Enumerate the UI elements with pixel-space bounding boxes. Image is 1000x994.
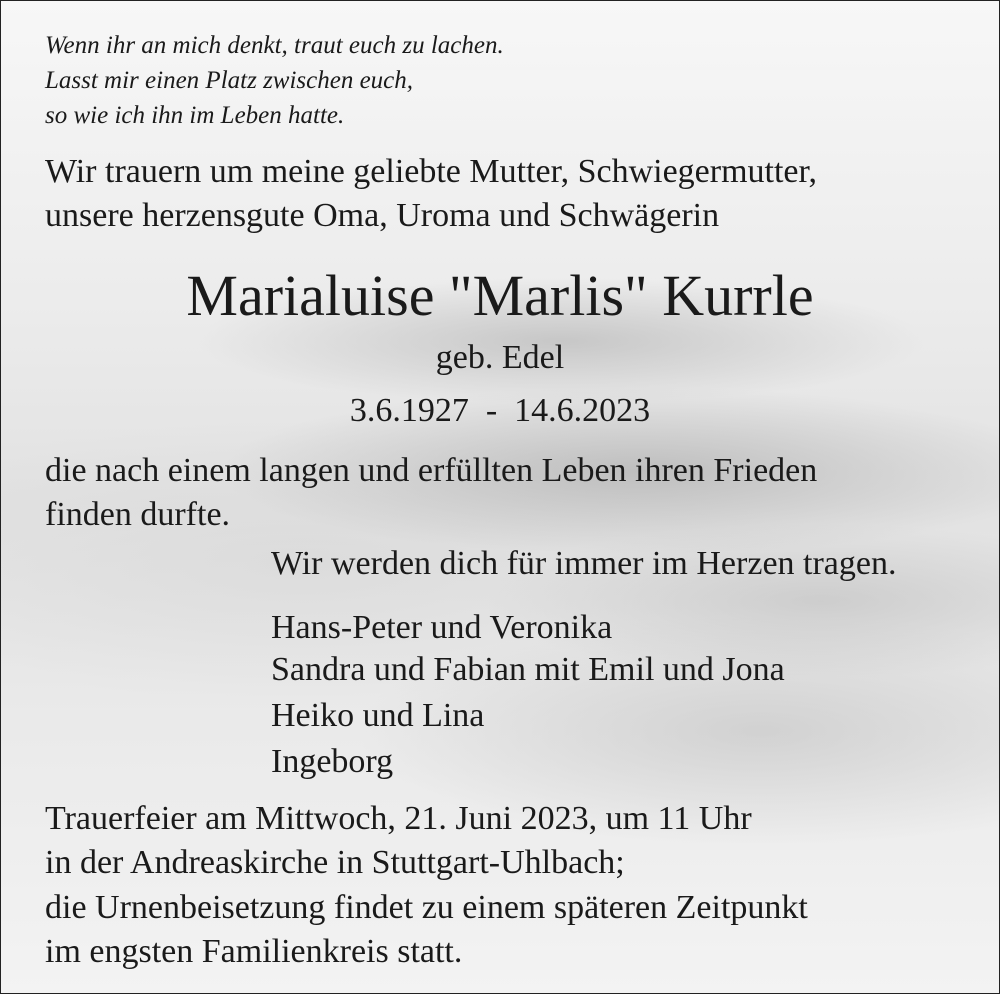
life-dates: 3.6.1927 - 14.6.2023 xyxy=(349,392,651,429)
service-line: die Urnenbeisetzung findet zu einem späteren Zeitpunkt xyxy=(45,889,808,926)
mourner-line: Sandra und Fabian mit Emil und Jona xyxy=(271,651,785,688)
poem-line: Wenn ihr an mich denkt, traut euch zu lachen. xyxy=(45,32,504,59)
passing-line: die nach einem langen und erfüllten Leben ihren Frieden xyxy=(45,452,818,489)
intro-line: unsere herzensgute Oma, Uroma und Schwägerin xyxy=(45,197,720,234)
service-line: Trauerfeier am Mittwoch, 21. Juni 2023, um 11 Uhr xyxy=(45,800,752,837)
mourner-line: Ingeborg xyxy=(271,743,394,780)
mourner-line: Hans-Peter und Veronika xyxy=(271,609,613,646)
intro-line: Wir trauern um meine geliebte Mutter, Schwiegermutter, xyxy=(45,153,817,190)
closing-line: Wir werden dich für immer im Herzen tragen. xyxy=(271,545,897,582)
deceased-name: Marialuise "Marlis" Kurrle xyxy=(186,263,814,328)
poem-line: Lasst mir einen Platz zwischen euch, xyxy=(45,67,414,94)
poem-line: so wie ich ihn im Leben hatte. xyxy=(45,102,345,129)
mourner-line: Heiko und Lina xyxy=(271,697,485,734)
service-line: in der Andreaskirche in Stuttgart-Uhlbach; xyxy=(45,844,625,881)
service-line: im engsten Familienkreis statt. xyxy=(45,933,463,970)
passing-line: finden durfte. xyxy=(45,496,231,533)
maiden-name: geb. Edel xyxy=(435,339,565,376)
